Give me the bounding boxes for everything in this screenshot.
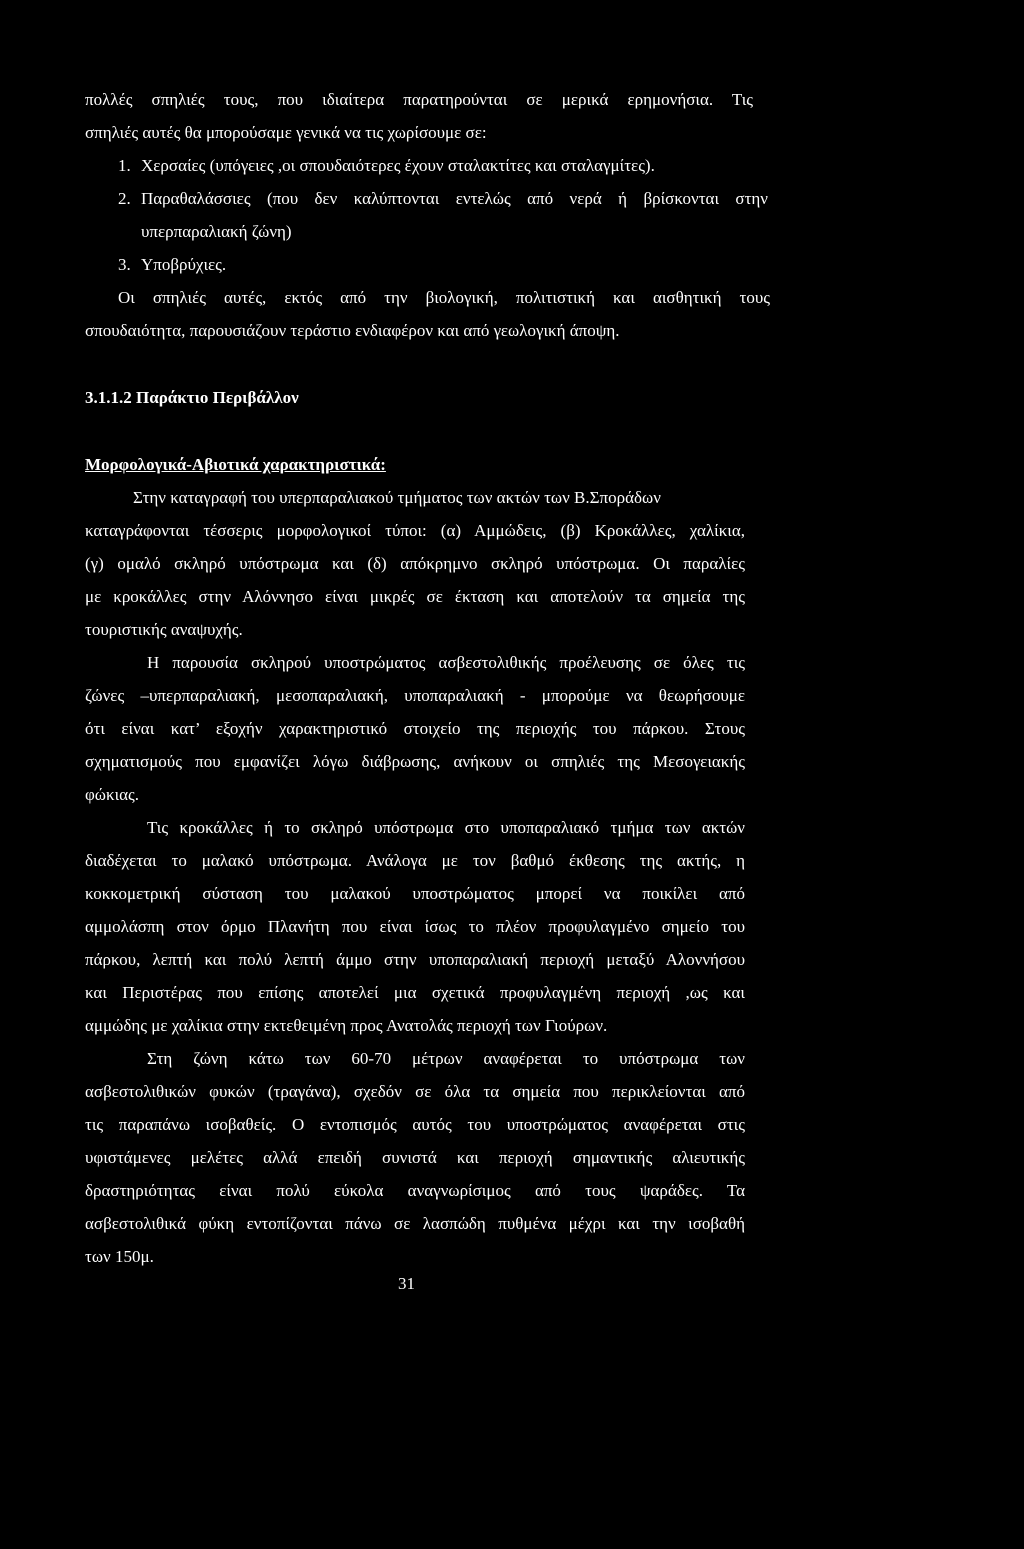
intro-line: σπηλιές αυτές θα μπορούσαμε γενικά να τις χωρίσουμε σε: [85,123,487,142]
section-subheading: Μορφολογικά-Αβιοτικά χαρακτηριστικά: [85,455,386,474]
paragraph-line: κοκκομετρική σύσταση του μαλακού υποστρώματος μπορεί να ποικίλει από [85,884,745,903]
paragraph-line: ασβεστολιθικά φύκη εντοπίζονται πάνω σε λασπώδη πυθμένα μέχρι και την ισοβαθή [85,1214,745,1233]
paragraph-line: Τις κροκάλλες ή το σκληρό υπόστρωμα στο υποπαραλιακό τμήμα των ακτών [147,818,745,837]
list-item-text: Υποβρύχιες. [141,255,227,274]
paragraph-line: ασβεστολιθικών φυκών (τραγάνα), σχεδόν σε όλα τα σημεία που περικλείονται από [85,1082,745,1101]
paragraph-line: διαδέχεται το μαλακό υπόστρωμα. Ανάλογα με τον βαθμό έκθεσης της ακτής, η [85,851,745,870]
paragraph-line: ότι είναι κατ’ εξοχήν χαρακτηριστικό στοιχείο της περιοχής του πάρκου. Στους [85,719,745,738]
list-item-text: Χερσαίες (υπόγειες ,οι σπουδαιότερες έχουν σταλακτίτες και σταλαγμίτες). [141,156,655,175]
paragraph-line: με κροκάλλες στην Αλόννησο είναι μικρές σε έκταση και αποτελούν τα σημεία της [85,587,745,606]
section-heading: 3.1.1.2 Παράκτιο Περιβάλλον [85,388,299,407]
paragraph-line: Οι σπηλιές αυτές, εκτός από την βιολογική, πολιτιστική και αισθητική τους [118,288,770,307]
page-number: 31 [398,1274,415,1293]
list-item-number: 1. [118,156,131,175]
paragraph-line: ζώνες –υπερπαραλιακή, μεσοπαραλιακή, υποπαραλιακή - μπορούμε να θεωρήσουμε [85,686,745,705]
paragraph-line: σχηματισμούς που εμφανίζει λόγω διάβρωσης, ανήκουν οι σπηλιές της Μεσογειακής [85,752,745,771]
paragraph-line: τις παραπάνω ισοβαθείς. Ο εντοπισμός αυτός του υποστρώματος αναφέρεται στις [85,1115,745,1134]
paragraph-line: Στη ζώνη κάτω των 60-70 μέτρων αναφέρεται το υπόστρωμα των [147,1049,745,1068]
paragraph-line: υφιστάμενες μελέτες αλλά επειδή συνιστά και περιοχή σημαντικής αλιευτικής [85,1148,745,1167]
paragraph-line: δραστηριότητας είναι πολύ εύκολα αναγνωρίσιμος από τους ψαράδες. Τα [85,1181,745,1200]
list-item-number: 2. [118,189,131,208]
paragraph-line: πάρκου, λεπτή και πολύ λεπτή άμμο στην υποπαραλιακή περιοχή μεταξύ Αλοννήσου [85,950,745,969]
paragraph-line: καταγράφονται τέσσερις μορφολογικοί τύποι: (α) Αμμώδεις, (β) Κροκάλλες, χαλίκια, [85,521,745,540]
paragraph-line: (γ) ομαλό σκληρό υπόστρωμα και (δ) απόκρημνο σκληρό υπόστρωμα. Οι παραλίες [85,554,745,573]
list-item-number: 3. [118,255,131,274]
paragraph-line: αμμώδης με χαλίκια στην εκτεθειμένη προς Ανατολάς περιοχή των Γιούρων. [85,1016,608,1035]
paragraph-line: σπουδαιότητα, παρουσιάζουν τεράστιο ενδιαφέρον και από γεωλογική άποψη. [85,321,620,340]
paragraph-line: τουριστικής αναψυχής. [85,620,243,639]
list-item-text: υπερπαραλιακή ζώνη) [141,222,292,241]
paragraph-line: αμμολάσπη στον όρμο Πλανήτη που είναι ίσως το πλέον προφυλαγμένο σημείο του [85,917,745,936]
paragraph-line: φώκιας. [85,785,140,804]
intro-line: πολλές σπηλιές τους, που ιδιαίτερα παρατηρούνται σε μερικά ερημονήσια. Τις [85,90,753,109]
paragraph-line: Η παρουσία σκληρού υποστρώματος ασβεστολιθικής προέλευσης σε όλες τις [147,653,745,672]
paragraph-line: και Περιστέρας που επίσης αποτελεί μια σχετικά προφυλαγμένη περιοχή ,ως και [85,983,745,1002]
paragraph-line: Στην καταγραφή του υπερπαραλιακού τμήματος των ακτών των Β.Σποράδων [133,488,661,507]
list-item-text: Παραθαλάσσιες (που δεν καλύπτονται εντελώς από νερά ή βρίσκονται στην [141,189,768,208]
paragraph-line: των 150μ. [85,1247,154,1266]
